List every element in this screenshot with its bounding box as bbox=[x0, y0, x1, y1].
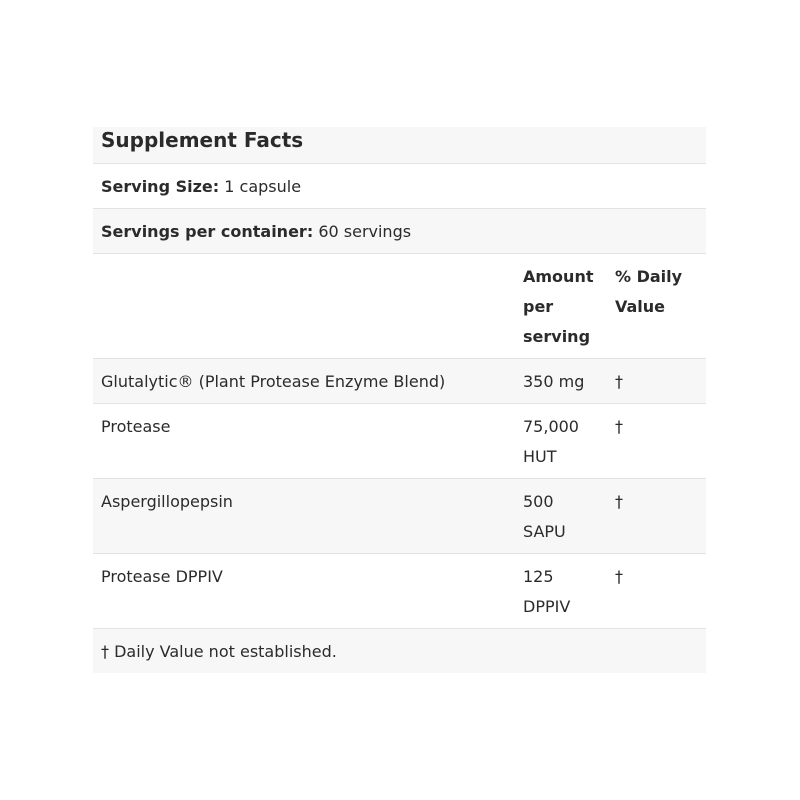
ingredient-daily-value: † bbox=[615, 567, 623, 586]
ingredient-daily-value: † bbox=[615, 417, 623, 436]
ingredient-row bbox=[93, 479, 706, 554]
ingredient-row bbox=[93, 404, 706, 479]
ingredient-name: Protease DPPIV bbox=[101, 567, 223, 586]
column-header-row bbox=[93, 254, 706, 359]
supplement-facts-panel bbox=[93, 127, 706, 673]
ingredient-name: Aspergillopepsin bbox=[101, 492, 233, 511]
serving-size-label: Serving Size: bbox=[101, 177, 220, 196]
daily-value-column-header: % Daily Value bbox=[615, 267, 683, 316]
servings-per-container-label: Servings per container: bbox=[101, 222, 314, 241]
ingredient-name: Glutalytic® (Plant Protease Enzyme Blend) bbox=[101, 372, 446, 391]
servings-per-container-row bbox=[93, 209, 706, 254]
ingredient-name: Protease bbox=[101, 417, 171, 436]
ingredient-daily-value: † bbox=[615, 492, 623, 511]
ingredient-amount: 75,000 HUT bbox=[523, 417, 579, 466]
amount-column-header: Amount per serving bbox=[523, 267, 594, 346]
ingredient-row bbox=[93, 359, 706, 404]
serving-size-value: 1 capsule bbox=[224, 177, 302, 196]
ingredient-row bbox=[93, 554, 706, 629]
ingredient-daily-value: † bbox=[615, 372, 623, 391]
ingredient-amount: 350 mg bbox=[523, 372, 585, 391]
serving-size-row bbox=[93, 164, 706, 209]
servings-per-container-value: 60 servings bbox=[318, 222, 412, 241]
ingredient-amount: 125 DPPIV bbox=[523, 567, 571, 616]
panel-title: Supplement Facts bbox=[93, 127, 706, 164]
ingredient-column-header bbox=[93, 262, 523, 358]
ingredient-amount: 500 SAPU bbox=[523, 492, 566, 541]
footnote: † Daily Value not established. bbox=[93, 629, 706, 673]
